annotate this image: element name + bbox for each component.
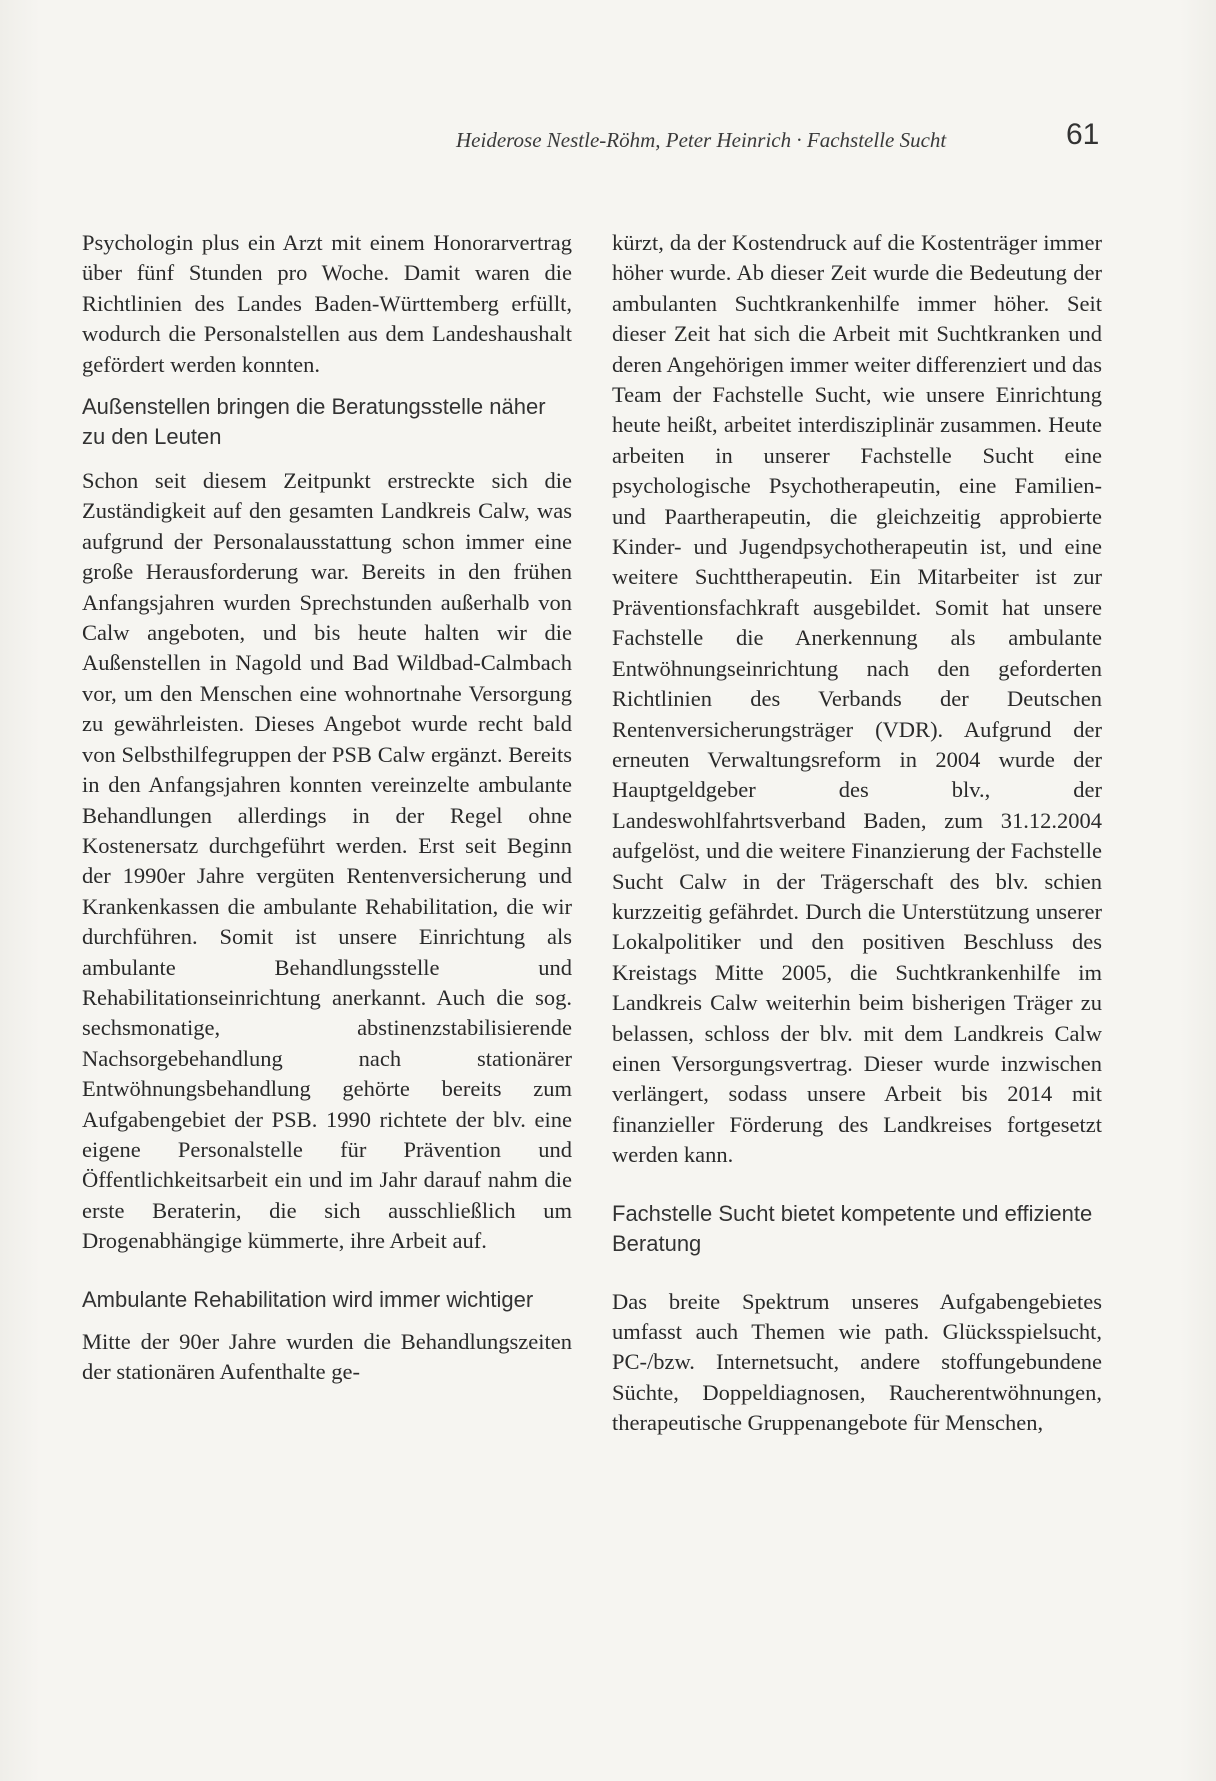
running-head: Heiderose Nestle-Röhm, Peter Heinrich · Fachstelle Sucht xyxy=(456,128,947,152)
page-number: 61 xyxy=(1066,118,1100,151)
paragraph: Schon seit diesem Zeitpunkt erstreckte sich die Zuständigkeit auf den gesamten Landkreis Calw, was aufgrund der Personalausstattung schon immer eine große Herausforderung war. Bereits in den frühen Anfangsjahren wurden Sprechstunden außerhalb von Calw angeboten, und bis heute halten wir die Außenstellen in Nagold und Bad Wildbad-Calmbach vor, um den Menschen eine wohnortnahe Versorgung zu gewährleisten. Dieses Angebot wurde recht bald von Selbsthilfegruppen der PSB Calw ergänzt. Bereits in den Anfangsjahren konnten vereinzelte ambulante Behandlungen allerdings in der Regel ohne Kostenersatz durchgeführt werden. Erst seit Beginn der 1990er Jahre vergüten Rentenversicherung und Krankenkassen die ambulante Rehabilitation, die wir durchführen. Somit ist unsere Einrichtung als ambulante Behandlungsstelle und Rehabilitationseinrichtung anerkannt. Auch die sog. sechsmonatige, abstinenzstabilisierende Nachsorgebehandlung nach stationärer Entwöhnungsbehandlung gehörte bereits zum Aufgabengebiet der PSB. 1990 richtete der blv. eine eigene Personalstelle für Prävention und Öffentlichkeitsarbeit ein und im Jahr darauf nahm die erste Beraterin, die sich ausschließlich um Drogenabhängige kümmerte, ihre Arbeit auf. xyxy=(82,468,572,1254)
right-column xyxy=(612,228,1102,1439)
left-column xyxy=(82,228,572,1387)
section-heading: Ambulante Rehabilitation wird immer wichtiger xyxy=(82,1286,534,1312)
paragraph: Mitte der 90er Jahre wurden die Behandlungszeiten der stationären Aufenthalte ge- xyxy=(82,1328,572,1384)
paragraph: Psychologin plus ein Arzt mit einem Honorarvertrag über fünf Stunden pro Woche. Damit waren die Richtlinien des Landes Baden-Württemberg erfüllt, wodurch die Personalstellen aus dem Landeshaushalt gefördert werden konnten. xyxy=(82,230,572,377)
section-heading: Fachstelle Sucht bietet kompetente und effiziente Beratung xyxy=(612,1200,1093,1256)
section-heading: Außenstellen bringen die Beratungsstelle näher zu den Leuten xyxy=(82,394,546,450)
paragraph: Das breite Spektrum unseres Aufgabengebietes umfasst auch Themen wie path. Glücksspielsucht, PC-/bzw. Internetsucht, andere stoffungebundene Süchte, Doppeldiagnosen, Raucherentwöhnungen, therapeutische Gruppenangebote für Menschen, xyxy=(612,1288,1102,1436)
paragraph: kürzt, da der Kostendruck auf die Kostenträger immer höher wurde. Ab dieser Zeit wurde die Bedeutung der ambulanten Suchtkrankenhilfe immer höher. Seit dieser Zeit hat sich die Arbeit mit Suchtkranken und deren Angehörigen immer weiter differenziert und das Team der Fachstelle Sucht, wie unsere Einrichtung heute heißt, arbeitet interdisziplinär zusammen. Heute arbeiten in unserer Fachstelle Sucht eine psychologische Psychotherapeutin, eine Familien- und Paartherapeutin, die gleichzeitig approbierte Kinder- und Jugendpsychotherapeutin ist, und eine weitere Suchttherapeutin. Ein Mitarbeiter ist zur Präventionsfachkraft ausgebildet. Somit hat unsere Fachstelle die Anerkennung als ambulante Entwöhnungseinrichtung nach den geforderten Richtlinien des Verbands der Deutschen Rentenversicherungsträger (VDR). Aufgrund der erneuten Verwaltungsreform in 2004 wurde der Hauptgeldgeber des blv., der Landeswohlfahrtsverband Baden, zum 31.12.2004 aufgelöst, und die weitere Finanzierung der Fachstelle Sucht Calw in der Trägerschaft des blv. schien kurzzeitig gefährdet. Durch die Unterstützung unserer Lokalpolitiker und den positiven Beschluss des Kreistags Mitte 2005, die Suchtkrankenhilfe im Landkreis Calw weiterhin beim bisherigen Träger zu belassen, schloss der blv. mit dem Landkreis Calw einen Versorgungsvertrag. Dieser wurde inzwischen verlängert, sodass unsere Arbeit bis 2014 mit finanzieller Förderung des Landkreises fortgesetzt werden kann. xyxy=(612,230,1102,1168)
